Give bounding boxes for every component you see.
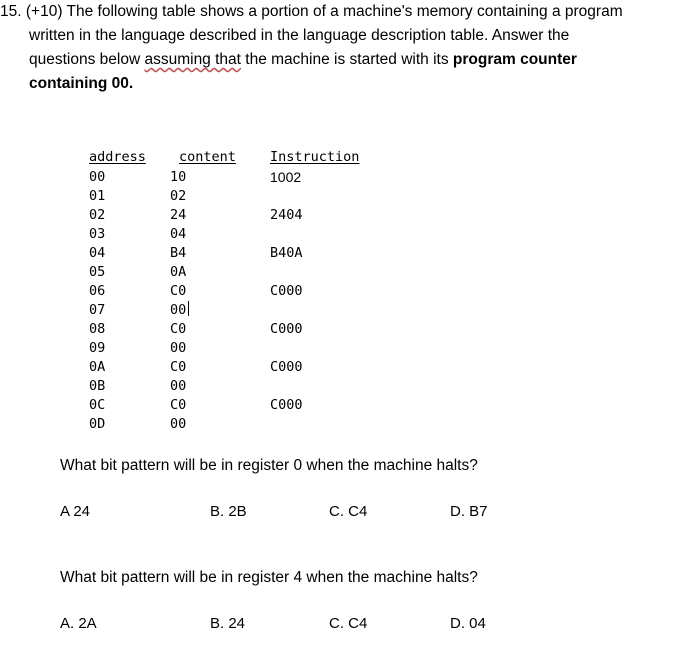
q2-option-b: B. 24	[210, 615, 246, 632]
address-cell: 09	[89, 340, 106, 356]
header-address: address	[89, 149, 146, 165]
q1-option-d: D. B7	[450, 503, 488, 520]
instruction-cell: C000	[270, 397, 303, 413]
question-bold-text-3: program counter	[452, 51, 577, 68]
q1-option-b: B. 2B	[210, 503, 247, 520]
question-2-text: What bit pattern will be in register 4 when the machine halts?	[60, 569, 478, 586]
address-cell: 04	[89, 245, 106, 261]
q1-option-c: C. C4	[329, 503, 368, 520]
instruction-cell: C000	[270, 359, 303, 375]
content-cell: B4	[170, 245, 187, 261]
question-text-3b: the machine is started with its	[240, 51, 453, 68]
content-cell: 00	[170, 416, 187, 432]
question-text-3a: questions below	[29, 51, 145, 68]
instruction-cell: C000	[270, 321, 303, 337]
instruction-cell: C000	[270, 283, 303, 299]
address-cell: 0C	[89, 397, 106, 413]
content-cell: C0	[170, 283, 187, 299]
q2-option-d: D. 04	[450, 615, 486, 632]
question-points: (+10)	[25, 3, 63, 20]
question-line-1	[0, 0, 623, 24]
question-1-text: What bit pattern will be in register 0 when the machine halts?	[60, 457, 478, 474]
address-cell: 0B	[89, 378, 106, 394]
instruction-cell: 1002	[270, 169, 302, 185]
content-cell: C0	[170, 397, 187, 413]
content-cell: 04	[170, 226, 187, 242]
spellcheck-underlined-text: assuming that	[144, 51, 241, 68]
question-line-3	[29, 48, 577, 72]
text-cursor	[187, 301, 189, 319]
q2-option-a: A. 2A	[60, 615, 97, 632]
address-cell: 06	[89, 283, 106, 299]
address-cell: 08	[89, 321, 106, 337]
content-cell: 24	[170, 207, 187, 223]
header-instruction: Instruction	[270, 149, 360, 165]
q1-option-a: A 24	[60, 503, 91, 520]
header-content: content	[179, 149, 236, 165]
address-cell: 0A	[89, 359, 106, 375]
content-cell: 02	[170, 188, 187, 204]
question-line-4: containing 00.	[29, 75, 134, 92]
address-cell: 00	[89, 169, 106, 185]
content-cell: 00	[170, 378, 187, 394]
q2-option-c: C. C4	[329, 615, 368, 632]
content-cell: 0A	[170, 264, 187, 280]
question-number: 15.	[0, 3, 22, 20]
content-cell: C0	[170, 321, 187, 337]
content-cell: 00	[170, 302, 187, 318]
question-line-2: written in the language described in the language description table. Answer the	[29, 27, 570, 44]
content-cell: 10	[170, 169, 187, 185]
question-text-1: The following table shows a portion of a machine's memory containing a program	[66, 3, 623, 20]
content-cell: 00	[170, 340, 187, 356]
content-cell: C0	[170, 359, 187, 375]
instruction-cell: 2404	[270, 207, 303, 223]
address-cell: 05	[89, 264, 106, 280]
instruction-cell: B40A	[270, 245, 303, 261]
address-cell: 03	[89, 226, 106, 242]
address-cell: 01	[89, 188, 106, 204]
address-cell: 02	[89, 207, 106, 223]
address-cell: 0D	[89, 416, 106, 432]
address-cell: 07	[89, 302, 106, 318]
